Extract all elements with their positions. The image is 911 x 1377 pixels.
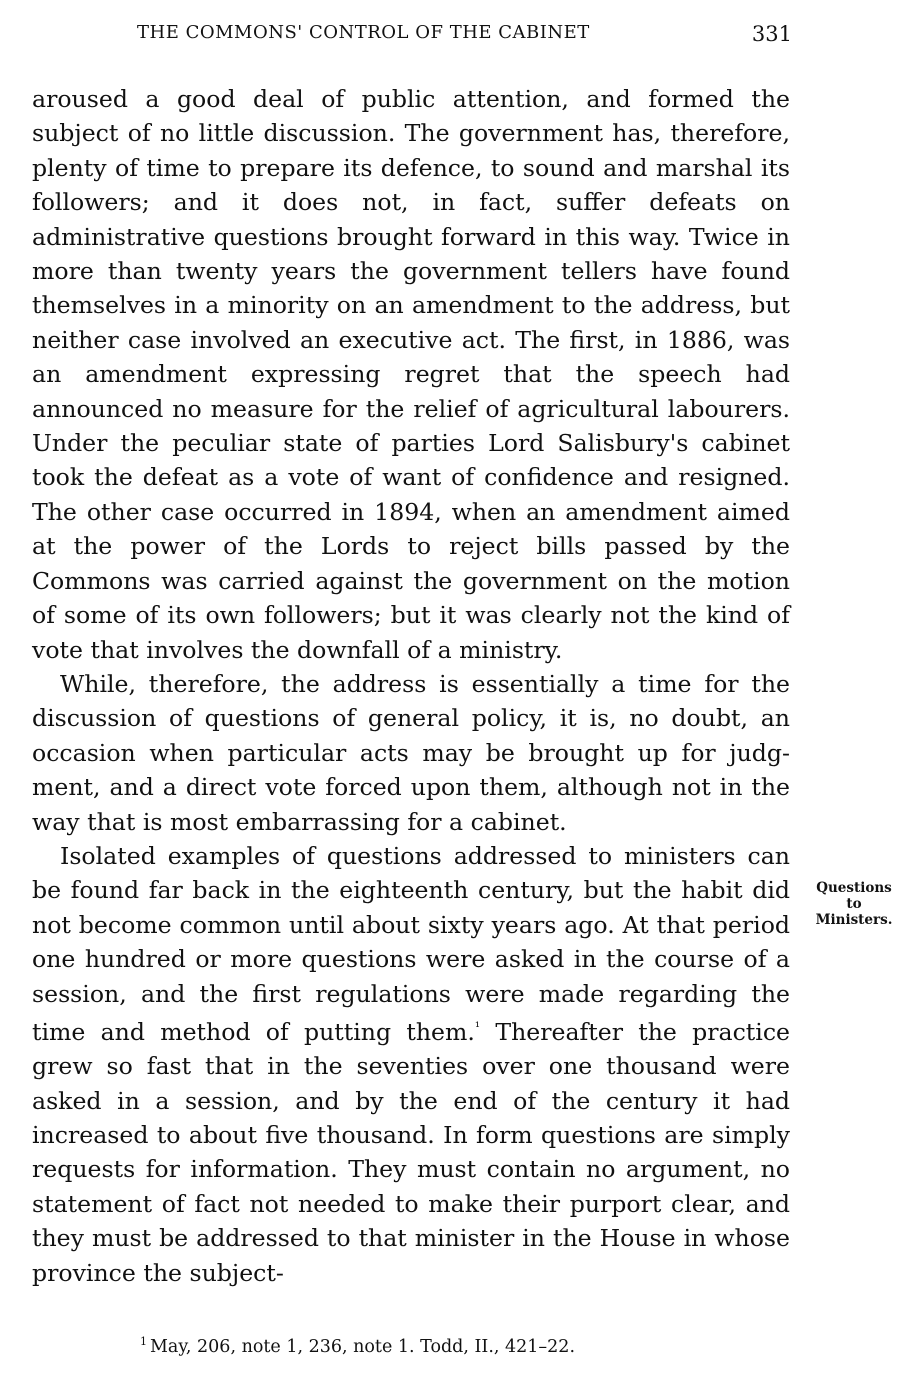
running-title: THE COMMONS' CONTROL OF THE CABINET	[137, 22, 590, 43]
margin-note	[804, 880, 904, 928]
paragraph-continued: aroused a good deal of public attention, and formed the subject of no little discussion. The government has, therefore, plenty of time to prepare its defence, to sound and marshal its followers; and it does not, in fact, suffer defeats on administrative questions brought forward in this way. Twice in more than twenty years the government tellers have found themselves in a minority on an amendment to the address, but neither case involved an executive act. The first, in 1886, was an amendment expressing regret that the speech had announced no measure for the relief of agricultural labourers. Under the peculiar state of parties Lord Salisbury's cabinet took the defeat as a vote of want of confidence and resigned. The other case occurred in 1894, when an amendment aimed at the power of the Lords to reject bills passed by the Commons was carried against the government on the motion of some of its own followers; but it was clearly not the kind of vote that involves the downfall of a ministry.	[32, 85, 790, 664]
page-number: 331	[751, 22, 792, 46]
paragraph-address: While, therefore, the address is essentially a time for the discussion of questions of general policy, it is, no doubt, an occasion when particular acts may be brought up for judgment, and a direct vote forced upon them, although not in the way that is most embarrassing for a cabinet.	[32, 669, 790, 836]
margin-note-line-2: to	[846, 896, 862, 912]
paragraph-questions-text-b: Thereafter the practice grew so fast that in the seventies over one thousand were asked in a session, and by the end of the century it had increased to about five thousand. In form questions are simply requests for information. They must contain no argument, no statement of fact not needed to make their purport clear, and they must be addressed to that minister in the House in whose province the subject-	[32, 1017, 790, 1287]
paragraph-questions-text-a: Isolated examples of questions addressed to ministers can be found far back in the eighteenth century, but the habit did not become common until about sixty years ago. At that period one hundred or more questions were asked in the course of a session, and the first regulations were made regarding the time and method of putting them.	[32, 841, 790, 1046]
footnote	[140, 1335, 575, 1357]
footnote-reference: ¹	[474, 1019, 481, 1035]
paragraph-questions	[32, 839, 790, 1290]
margin-note-line-1: Questions	[816, 880, 892, 896]
running-header	[32, 22, 792, 52]
footnote-marker: 1	[140, 1335, 147, 1348]
margin-note-line-3: Ministers.	[815, 912, 893, 928]
footnote-text: May, 206, note 1, 236, note 1. Todd, II., 421–22.	[150, 1336, 576, 1357]
body-text	[32, 82, 790, 1290]
